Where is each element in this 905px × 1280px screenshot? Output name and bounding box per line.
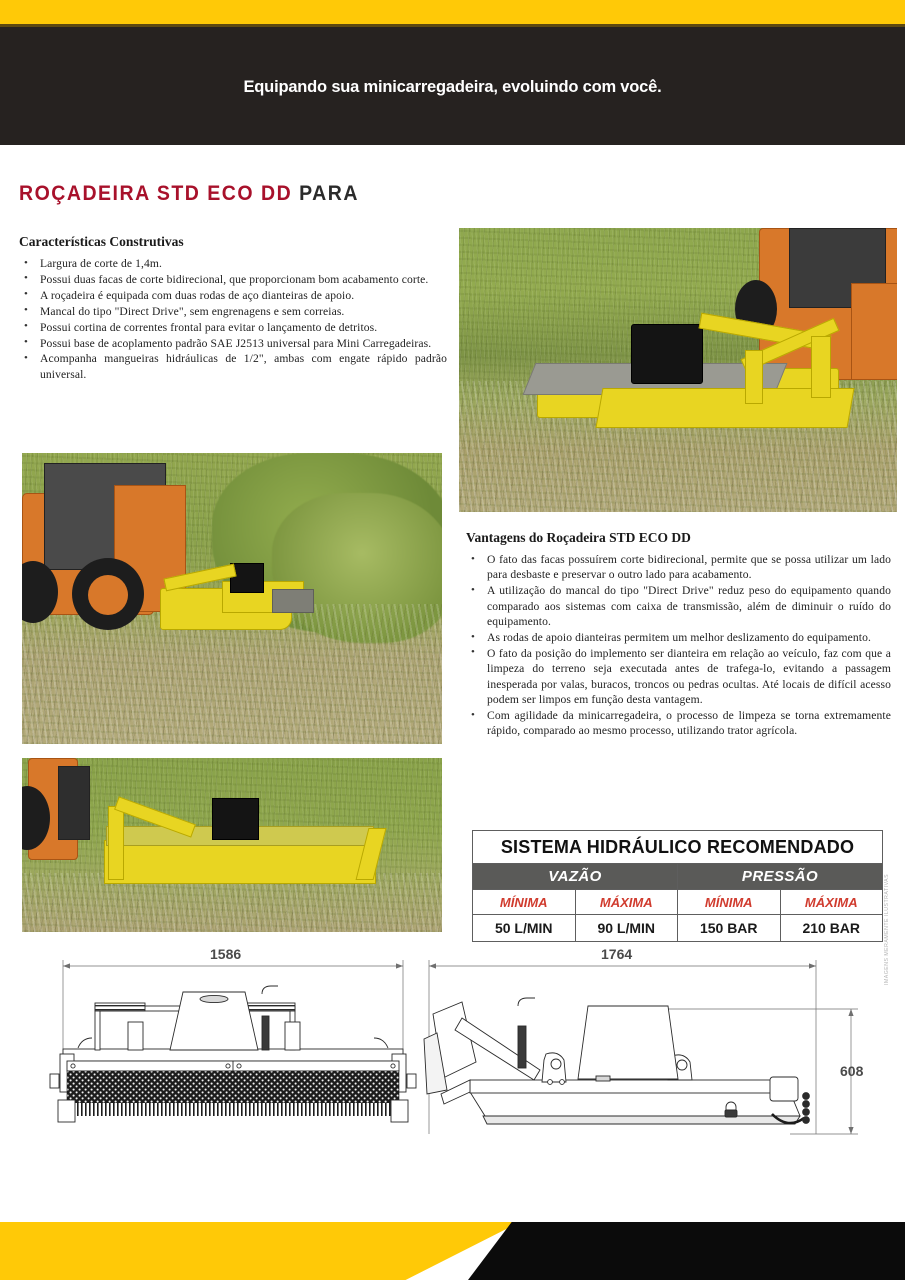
list-item: • O fato das facas possuírem corte bidirecional, permite que se possa utilizar um lado para desbaste e preservar o outro lado para acabamento. [466,552,891,583]
page-title [19,182,359,206]
value-pressao-minima: 150 BAR [678,915,781,942]
top-yellow-band [0,0,905,24]
table-row-title [473,831,883,864]
hydraulic-system-table [472,830,883,942]
table-row-groups [473,864,883,890]
value-pressao-maxima: 210 BAR [780,915,883,942]
footer-yellow-band [0,1222,520,1280]
product-photo-left-top [22,453,442,744]
list-item: • A utilização do mancal do tipo "Direct Drive" reduz peso do equipamento quando comparado aos sistemas com caixa de transmissão, além de diminuir o ruído do equipamento. [466,583,891,629]
table-row-values [473,915,883,942]
list-item: • Possui duas facas de corte bidirecional, que proporcionam bom acabamento corte. [19,272,447,287]
list-item: • Acompanha mangueiras hidráulicas de 1/2", ambas com engate rápido padrão universal. [19,351,447,382]
list-item: • O fato da posição do implemento ser dianteira em relação ao veículo, faz com que a limpeza do terreno seja executada antes de trafega-lo, evitando a passagem inesperada por valas, buracos, troncos ou pedras ocultas. Até locais de difícil acesso podem ser limpos em função desta vantagem. [466,646,891,708]
footer-bands [0,1222,905,1280]
label-pressao-minima: MÍNIMA [678,890,781,915]
footer-black-band [468,1222,905,1280]
list-item: • Possui cortina de correntes frontal para evitar o lançamento de detritos. [19,320,447,335]
dimension-side-height: 608 [840,1063,864,1079]
page-title-product: ROÇADEIRA STD ECO DD [19,182,293,205]
list-item: • A roçadeira é equipada com duas rodas de aço dianteiras de apoio. [19,288,447,303]
list-item: • Com agilidade da minicarregadeira, o processo de limpeza se torna extremamente rápido, comparado ao mesmo processo, utilizando trator agrícola. [466,708,891,739]
product-photo-left-bottom [22,758,442,932]
value-vazao-minima: 50 L/MIN [473,915,576,942]
page-title-suffix: PARA [299,182,359,205]
value-vazao-maxima: 90 L/MIN [575,915,678,942]
dimension-side-width: 1764 [601,946,633,962]
top-band-divider [0,24,905,27]
advantages-heading: Vantagens do Roçadeira STD ECO DD [466,530,691,545]
technical-drawings [0,944,905,1156]
table-row-labels [473,890,883,915]
list-item: • Largura de corte de 1,4m. [19,256,447,271]
hydraulic-table-title: SISTEMA HIDRÁULICO RECOMENDADO [473,831,883,864]
list-item: • Possui base de acoplamento padrão SAE J2513 universal para Mini Carregadeiras. [19,336,447,351]
characteristics-list [19,256,447,383]
drawings-svg [0,944,905,1156]
header-tagline: Equipando sua minicarregadeira, evoluindo com você. [243,78,662,96]
label-vazao-minima: MÍNIMA [473,890,576,915]
advantages-list [466,552,891,739]
group-vazao: VAZÃO [473,864,678,890]
characteristics-heading: Características Construtivas [19,234,184,249]
illustrative-images-disclaimer: IMAGENS MERAMENTE ILUSTRATIVAS [884,873,890,985]
label-vazao-maxima: MÁXIMA [575,890,678,915]
dimension-front-width: 1586 [210,946,242,962]
list-item: • As rodas de apoio dianteiras permitem um melhor deslizamento do equipamento. [466,630,891,645]
list-item: • Mancal do tipo "Direct Drive", sem engrenagens e sem correias. [19,304,447,319]
label-pressao-maxima: MÁXIMA [780,890,883,915]
product-photo-main [459,228,897,512]
group-pressao: PRESSÃO [678,864,883,890]
